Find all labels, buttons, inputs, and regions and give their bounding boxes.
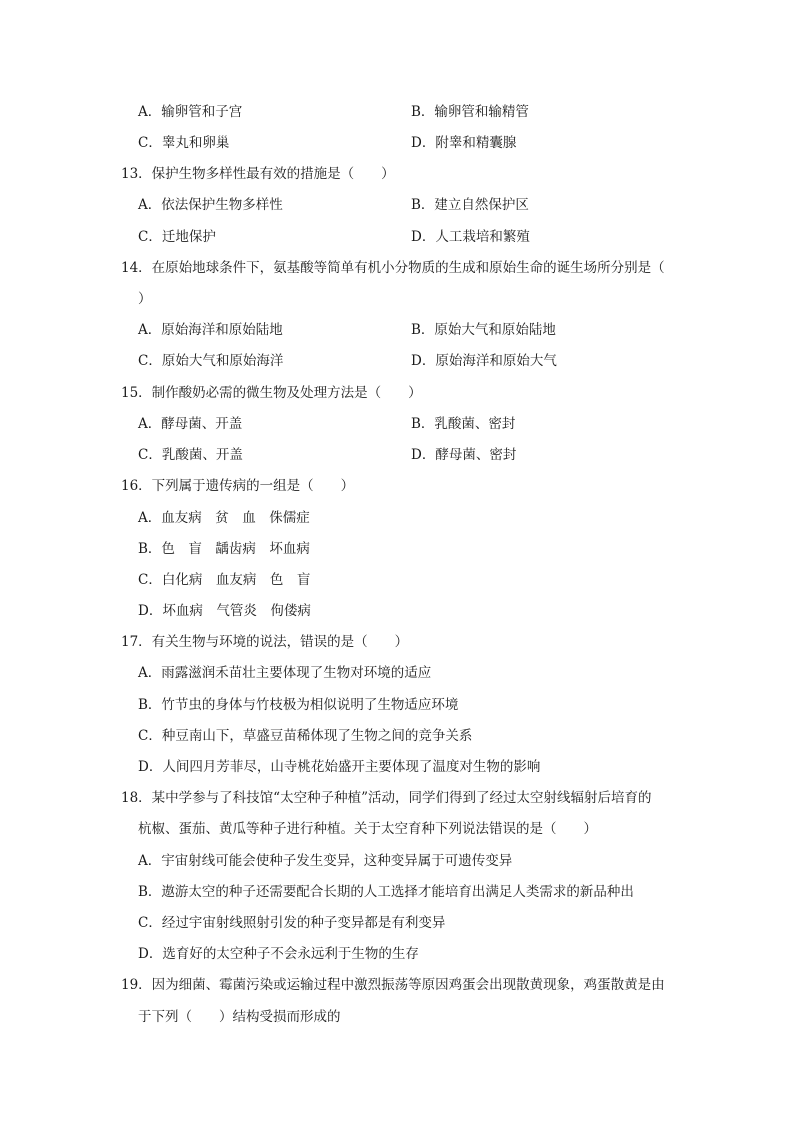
q18-option-c[interactable]: C．经过宇宙射线照射引发的种子变异都是有利变异 — [138, 915, 446, 931]
q17-option-a[interactable]: A．雨露滋润禾苗壮主要体现了生物对环境的适应 — [138, 665, 432, 681]
q12-option-a[interactable]: A．输卵管和子宫 — [138, 104, 243, 120]
q17-stem-row — [0, 631, 794, 653]
q16-option-c[interactable]: C．白化病 血友病 色 盲 — [138, 572, 311, 588]
q13-option-c[interactable]: C．迁地保护 — [138, 229, 216, 245]
q14-option-a[interactable]: A．原始海洋和原始陆地 — [138, 322, 283, 338]
q14-stem-row-2 — [0, 288, 794, 310]
q13-option-a[interactable]: A．依法保护生物多样性 — [138, 197, 283, 213]
q14-options-row-1 — [0, 319, 794, 341]
q15-stem: 15．制作酸奶必需的微生物及处理方法是（ ） — [121, 385, 422, 401]
q17-option-a-row — [0, 662, 794, 684]
q17-option-d-row — [0, 756, 794, 778]
q18-option-a[interactable]: A．宇宙射线可能会使种子发生变异，这种变异属于可遗传变异 — [138, 853, 513, 869]
q12-option-c[interactable]: C．睾丸和卵巢 — [138, 135, 230, 151]
q15-options-row-2 — [0, 444, 794, 466]
q14-stem-row-1 — [0, 257, 794, 279]
q13-options-row-1 — [0, 194, 794, 216]
q14-option-b[interactable]: B．原始大气和原始陆地 — [411, 322, 556, 338]
q16-option-c-row — [0, 569, 794, 591]
q15-option-b[interactable]: B．乳酸菌、密封 — [411, 416, 516, 432]
q12-option-b[interactable]: B．输卵管和输精管 — [411, 104, 529, 120]
q15-option-c[interactable]: C．乳酸菌、开盖 — [138, 447, 243, 463]
q12-option-d[interactable]: D．附睾和精囊腺 — [411, 135, 517, 151]
q15-option-d[interactable]: D．酵母菌、密封 — [411, 447, 517, 463]
q18-stem-row-2 — [0, 818, 794, 840]
q19-stem-line-2: 于下列（ ）结构受损而形成的 — [138, 1009, 341, 1025]
q16-option-a[interactable]: A．血友病 贫 血 侏儒症 — [138, 510, 310, 526]
q14-stem-line-1: 14．在原始地球条件下，氨基酸等简单有机小分物质的生成和原始生命的诞生场所分别是（ — [121, 260, 665, 276]
q16-stem-row — [0, 475, 794, 497]
q13-stem: 13．保护生物多样性最有效的措施是（ ） — [121, 166, 395, 182]
q14-options-row-2 — [0, 350, 794, 372]
q16-option-b-row — [0, 538, 794, 560]
q17-stem: 17．有关生物与环境的说法，错误的是（ ） — [121, 634, 409, 650]
q18-option-d[interactable]: D．选育好的太空种子不会永远利于生物的生存 — [138, 946, 419, 962]
q13-stem-row — [0, 163, 794, 185]
q17-option-c-row — [0, 725, 794, 747]
q19-stem-line-1: 19．因为细菌、霉菌污染或运输过程中激烈振荡等原因鸡蛋会出现散黄现象，鸡蛋散黄是由 — [121, 977, 665, 993]
q17-option-c[interactable]: C．种豆南山下，草盛豆苗稀体现了生物之间的竞争关系 — [138, 728, 473, 744]
q17-option-b-row — [0, 694, 794, 716]
q13-option-b[interactable]: B．建立自然保护区 — [411, 197, 529, 213]
q16-option-b[interactable]: B．色 盲 龋齿病 坏血病 — [138, 541, 310, 557]
q17-option-d[interactable]: D．人间四月芳菲尽，山寺桃花始盛开主要体现了温度对生物的影响 — [138, 759, 541, 775]
q14-option-c[interactable]: C．原始大气和原始海洋 — [138, 353, 284, 369]
q16-option-d[interactable]: D．坏血病 气管炎 佝偻病 — [138, 603, 311, 619]
q19-stem-row-2 — [0, 1006, 794, 1028]
q15-options-row-1 — [0, 413, 794, 435]
q16-option-d-row — [0, 600, 794, 622]
q15-option-a[interactable]: A．酵母菌、开盖 — [138, 416, 243, 432]
q16-option-a-row — [0, 507, 794, 529]
q19-stem-row-1 — [0, 974, 794, 996]
q18-stem-row-1 — [0, 787, 794, 809]
q15-stem-row — [0, 382, 794, 404]
q18-stem-line-1: 18．某中学参与了科技馆“太空种子种植”活动，同学们得到了经过太空射线辐射后培育的 — [121, 790, 652, 806]
q18-option-b[interactable]: B．遨游太空的种子还需要配合长期的人工选择才能培育出满足人类需求的新品种出 — [138, 884, 634, 900]
q18-option-b-row — [0, 881, 794, 903]
q18-option-c-row — [0, 912, 794, 934]
q14-option-d[interactable]: D．原始海洋和原始大气 — [411, 353, 557, 369]
q17-option-b[interactable]: B．竹节虫的身体与竹枝极为相似说明了生物适应环境 — [138, 697, 459, 713]
q12-options-row-1 — [0, 101, 794, 123]
q16-stem: 16．下列属于遗传病的一组是（ ） — [121, 478, 355, 494]
q13-option-d[interactable]: D．人工栽培和繁殖 — [411, 229, 530, 245]
q12-options-row-2 — [0, 132, 794, 154]
q18-stem-line-2: 杭椒、蛋茄、黄瓜等种子进行种植。关于太空育种下列说法错误的是（ ） — [138, 821, 597, 837]
q18-option-a-row — [0, 850, 794, 872]
q14-stem-line-2: ） — [138, 291, 152, 307]
q18-option-d-row — [0, 943, 794, 965]
q13-options-row-2 — [0, 226, 794, 248]
